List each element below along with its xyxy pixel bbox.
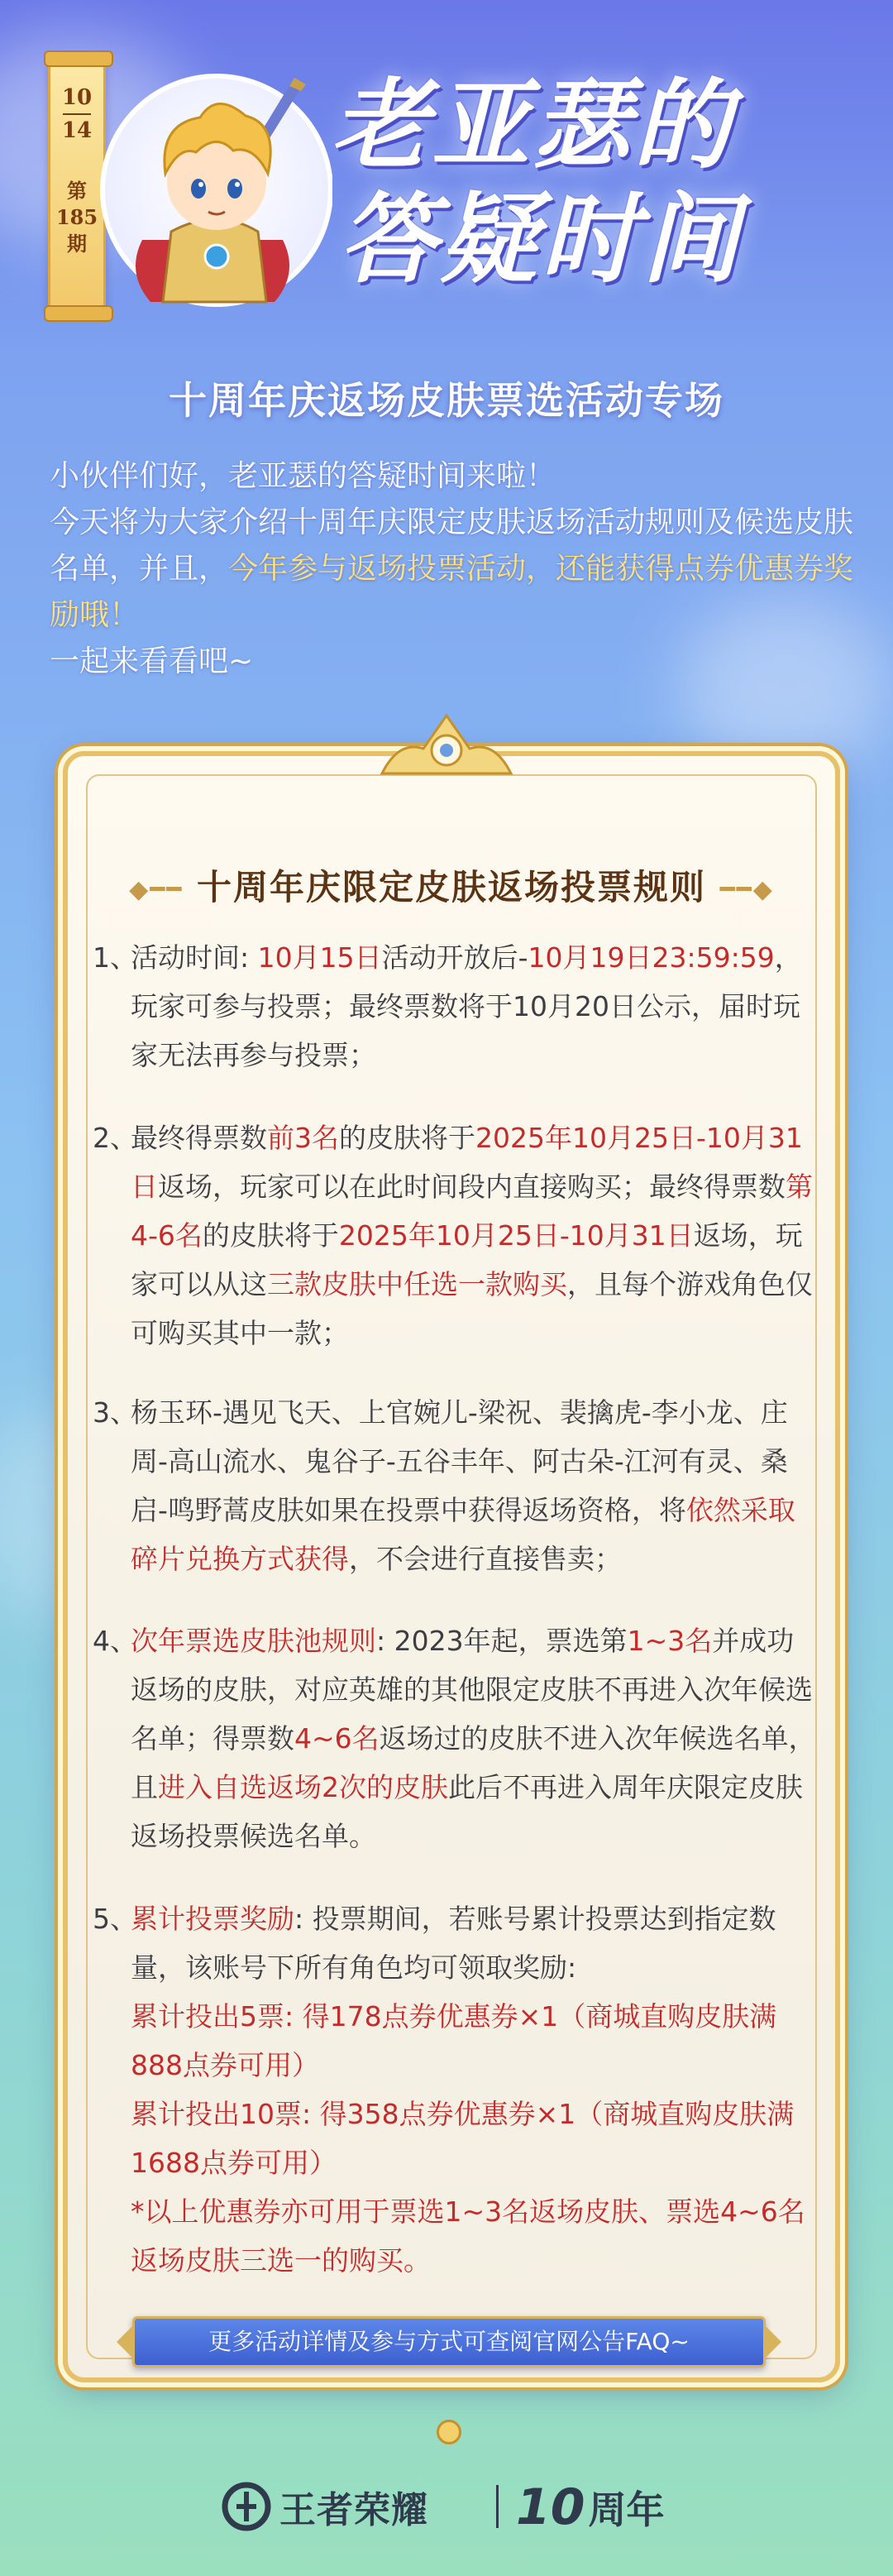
issue-suffix: 期	[67, 232, 87, 256]
rule-2	[93, 1113, 817, 1357]
rule-text: 的皮肤将于	[339, 1122, 475, 1154]
rule-text: 的皮肤将于	[202, 1219, 339, 1252]
rule-text: : 2023年起，票选第	[376, 1625, 628, 1657]
rule-text: ，不会进行直接售卖；	[349, 1543, 622, 1575]
rule-text: 返场，玩家可以在此时间段内直接购买；最终得票数	[158, 1171, 786, 1203]
rule-text: 活动开放后-	[381, 941, 528, 974]
rule-highlight: 次年票选皮肤池规则	[131, 1625, 376, 1657]
title-line-1: 老亚瑟的	[331, 67, 735, 182]
issue-value: 185	[55, 205, 98, 229]
gem-ornament-icon	[437, 2420, 461, 2444]
coupon-note: *以上优惠券亦可用于票选1~3名返场皮肤、票选4~6名返场皮肤三选一的购买。	[131, 2195, 805, 2277]
intro-line-2	[50, 500, 864, 639]
faq-banner: 更多活动详情及参与方式可查阅官网公告FAQ~	[132, 2316, 766, 2368]
rule-text: 返场过的皮肤不进入次年候选名单，且	[131, 1722, 816, 1803]
rule-number: 5、	[93, 1903, 137, 1935]
anniversary-logo	[516, 2478, 665, 2536]
rule-number: 1、	[93, 941, 137, 974]
rule-number: 3、	[93, 1396, 137, 1429]
page-title	[331, 68, 868, 296]
rule-highlight: 4~6名	[294, 1722, 380, 1755]
game-logo-text: 王者荣耀	[279, 2489, 428, 2531]
rule-1	[93, 933, 817, 1080]
title-line-2: 答疑时间	[339, 181, 743, 296]
crown-ornament-icon	[374, 707, 519, 782]
rules-title	[63, 860, 840, 910]
rule-text: : 投票期间，若账号累计投票达到指定数量，该账号下所有角色均可领取奖励:	[131, 1903, 776, 1984]
game-logo-icon	[222, 2482, 271, 2531]
rule-highlight: 2025年10月25日-10月31日	[131, 1122, 803, 1203]
rule-highlight: 依然采取碎片兑换方式获得	[131, 1494, 795, 1575]
ornament-right-icon: ━━◆	[719, 875, 774, 904]
rule-text: 此后不再进入周年庆限定皮肤返场投票候选名单。	[131, 1771, 803, 1852]
rule-4	[93, 1616, 817, 1860]
arthur-avatar-illustration	[93, 66, 332, 314]
rule-3	[93, 1388, 817, 1583]
rule-highlight: 10月15日	[257, 941, 382, 974]
intro-line-2-text: 今天将为大家介绍十周年庆限定皮肤返场活动规则及候选皮肤名单，并且，	[50, 505, 854, 586]
rule-text: ，玩家可参与投票；最终票数将于10月20日公示，届时玩家无法再参与投票；	[131, 941, 802, 1071]
issue-prefix: 第	[67, 179, 87, 203]
intro-text	[50, 453, 864, 685]
intro-highlight: 今年参与返场投票活动，还能获得点券优惠券奖励哦！	[50, 552, 854, 632]
rules-title-text: 十周年庆限定皮肤返场投票规则	[196, 867, 706, 907]
logo-divider	[496, 2485, 499, 2528]
rule-highlight: 1~3名	[627, 1625, 713, 1657]
rule-text: 活动时间:	[131, 941, 258, 974]
rule-text: 并成功返场的皮肤，对应英雄的其他限定皮肤不再进入次年候选名单；得票数	[131, 1625, 813, 1755]
event-subtitle: 十周年庆返场皮肤票选活动专场	[169, 378, 724, 423]
ornament-left-icon: ◆━━	[129, 875, 184, 904]
rule-highlight: 进入自选返场2次的皮肤	[158, 1771, 448, 1803]
rule-highlight: 10月19日23:59:59	[528, 941, 775, 974]
badge-month: 10	[61, 85, 93, 110]
reward-10-votes: 累计投出10票: 得358点券优惠券×1（商城直购皮肤满1688点券可用）	[131, 2098, 795, 2179]
intro-line-3: 一起来看看吧~	[50, 644, 254, 678]
badge-day: 14	[61, 118, 93, 143]
anniversary-number: 10	[516, 2478, 585, 2536]
reward-5-votes: 累计投出5票: 得178点券优惠券×1（商城直购皮肤满888点券可用）	[131, 2000, 777, 2081]
intro-line-1: 小伙伴们好，老亚瑟的答疑时间来啦！	[50, 459, 556, 493]
rule-text: ，且每个游戏角色仅可购买其中一款；	[131, 1268, 813, 1349]
footer-logos	[0, 2473, 893, 2540]
rule-highlight: 前3名	[267, 1122, 339, 1154]
rule-5	[93, 1894, 817, 2285]
rule-text: 最终得票数	[131, 1122, 267, 1154]
rule-text: 返场，玩家可以从这	[131, 1219, 803, 1300]
rule-highlight: 三款皮肤中任选一款购买	[267, 1268, 567, 1300]
rule-highlight: 第4-6名	[131, 1171, 813, 1252]
rule-highlight: 累计投票奖励	[131, 1903, 294, 1935]
rule-highlight: 2025年10月25日-10月31日	[338, 1219, 694, 1252]
rule-number: 4、	[93, 1625, 137, 1657]
rule-text: 杨玉环-遇见飞天、上官婉儿-梁祝、裴擒虎-李小龙、庄周-高山流水、鬼谷子-五谷丰年、阿古朵-江河有灵、桑启-鸣野蒿皮肤如果在投票中获得返场资格，将	[131, 1396, 788, 1526]
honor-of-kings-logo	[222, 2480, 428, 2533]
anniversary-text: 周年	[588, 2487, 665, 2532]
rule-number: 2、	[93, 1122, 137, 1154]
